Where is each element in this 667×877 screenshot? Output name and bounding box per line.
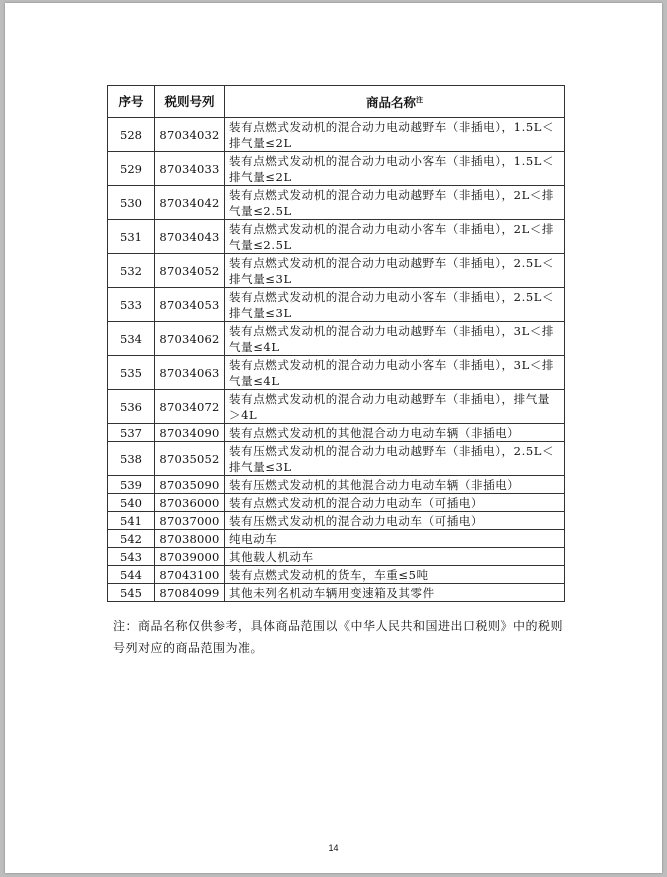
table-row (108, 494, 565, 512)
row-name: 装有压燃式发动机的其他混合动力电动车辆（非插电） (225, 476, 565, 494)
row-name: 装有点燃式发动机的混合动力电动越野车（非插电），排气量＞4L (225, 390, 565, 424)
table-row (108, 356, 565, 390)
row-seq: 536 (108, 390, 155, 424)
row-code: 87039000 (155, 548, 225, 566)
table-row (108, 442, 565, 476)
row-code: 87034043 (155, 220, 225, 254)
table-row (108, 288, 565, 322)
header-name-footnote-mark: 注 (416, 94, 423, 104)
row-name: 装有点燃式发动机的混合动力电动越野车（非插电），2.5L＜排气量≤3L (225, 254, 565, 288)
table-header-row (108, 86, 565, 118)
row-seq: 543 (108, 548, 155, 566)
table-row (108, 118, 565, 152)
table-row (108, 186, 565, 220)
row-seq: 539 (108, 476, 155, 494)
page-number: 14 (328, 843, 339, 853)
row-seq: 532 (108, 254, 155, 288)
header-name (225, 86, 565, 118)
row-seq: 530 (108, 186, 155, 220)
table-row (108, 322, 565, 356)
row-code: 87034042 (155, 186, 225, 220)
header-code: 税则号列 (155, 86, 225, 118)
table-row (108, 220, 565, 254)
row-name: 装有点燃式发动机的混合动力电动小客车（非插电），1.5L＜排气量≤2L (225, 152, 565, 186)
row-code: 87034052 (155, 254, 225, 288)
table-row (108, 476, 565, 494)
row-seq: 528 (108, 118, 155, 152)
row-code: 87034090 (155, 424, 225, 442)
row-name: 装有点燃式发动机的货车，车重≤5吨 (225, 566, 565, 584)
row-seq: 540 (108, 494, 155, 512)
row-code: 87034033 (155, 152, 225, 186)
row-code: 87034063 (155, 356, 225, 390)
tariff-table (107, 85, 565, 602)
row-code: 87035052 (155, 442, 225, 476)
row-seq: 529 (108, 152, 155, 186)
table-row (108, 390, 565, 424)
header-seq: 序号 (108, 86, 155, 118)
table-row (108, 530, 565, 548)
row-code: 87034062 (155, 322, 225, 356)
row-seq: 537 (108, 424, 155, 442)
row-name: 装有点燃式发动机的混合动力电动越野车（非插电），2L＜排气量≤2.5L (225, 186, 565, 220)
row-code: 87035090 (155, 476, 225, 494)
table-row (108, 512, 565, 530)
row-name: 纯电动车 (225, 530, 565, 548)
table-row (108, 566, 565, 584)
row-name: 其他载人机动车 (225, 548, 565, 566)
row-code: 87038000 (155, 530, 225, 548)
row-name: 其他未列名机动车辆用变速箱及其零件 (225, 584, 565, 602)
row-seq: 542 (108, 530, 155, 548)
row-seq: 531 (108, 220, 155, 254)
table-row (108, 254, 565, 288)
row-name: 装有点燃式发动机的混合动力电动越野车（非插电），3L＜排气量≤4L (225, 322, 565, 356)
row-name: 装有点燃式发动机的混合动力电动小客车（非插电），3L＜排气量≤4L (225, 356, 565, 390)
row-code: 87034053 (155, 288, 225, 322)
row-code: 87034032 (155, 118, 225, 152)
row-seq: 534 (108, 322, 155, 356)
document-page (5, 3, 662, 873)
row-seq: 538 (108, 442, 155, 476)
row-name: 装有压燃式发动机的混合动力电动越野车（非插电），2.5L＜排气量≤3L (225, 442, 565, 476)
row-code: 87034072 (155, 390, 225, 424)
header-name-label: 商品名称 (365, 95, 416, 111)
table-body (108, 118, 565, 602)
row-seq: 545 (108, 584, 155, 602)
row-seq: 544 (108, 566, 155, 584)
row-seq: 533 (108, 288, 155, 322)
row-code: 87037000 (155, 512, 225, 530)
row-name: 装有点燃式发动机的混合动力电动越野车（非插电），1.5L＜排气量≤2L (225, 118, 565, 152)
table-row (108, 548, 565, 566)
row-code: 87036000 (155, 494, 225, 512)
row-seq: 535 (108, 356, 155, 390)
table-row (108, 424, 565, 442)
row-name: 装有压燃式发动机的混合动力电动车（可插电） (225, 512, 565, 530)
row-code: 87043100 (155, 566, 225, 584)
footnote: 注：商品名称仅供参考，具体商品范围以《中华人民共和国进出口税则》中的税则号列对应的商品范围为准。 (113, 619, 564, 655)
row-name: 装有点燃式发动机的混合动力电动小客车（非插电），2.5L＜排气量≤3L (225, 288, 565, 322)
table-row (108, 584, 565, 602)
row-name: 装有点燃式发动机的其他混合动力电动车辆（非插电） (225, 424, 565, 442)
row-seq: 541 (108, 512, 155, 530)
table-row (108, 152, 565, 186)
row-code: 87084099 (155, 584, 225, 602)
row-name: 装有点燃式发动机的混合动力电动车（可插电） (225, 494, 565, 512)
row-name: 装有点燃式发动机的混合动力电动小客车（非插电），2L＜排气量≤2.5L (225, 220, 565, 254)
